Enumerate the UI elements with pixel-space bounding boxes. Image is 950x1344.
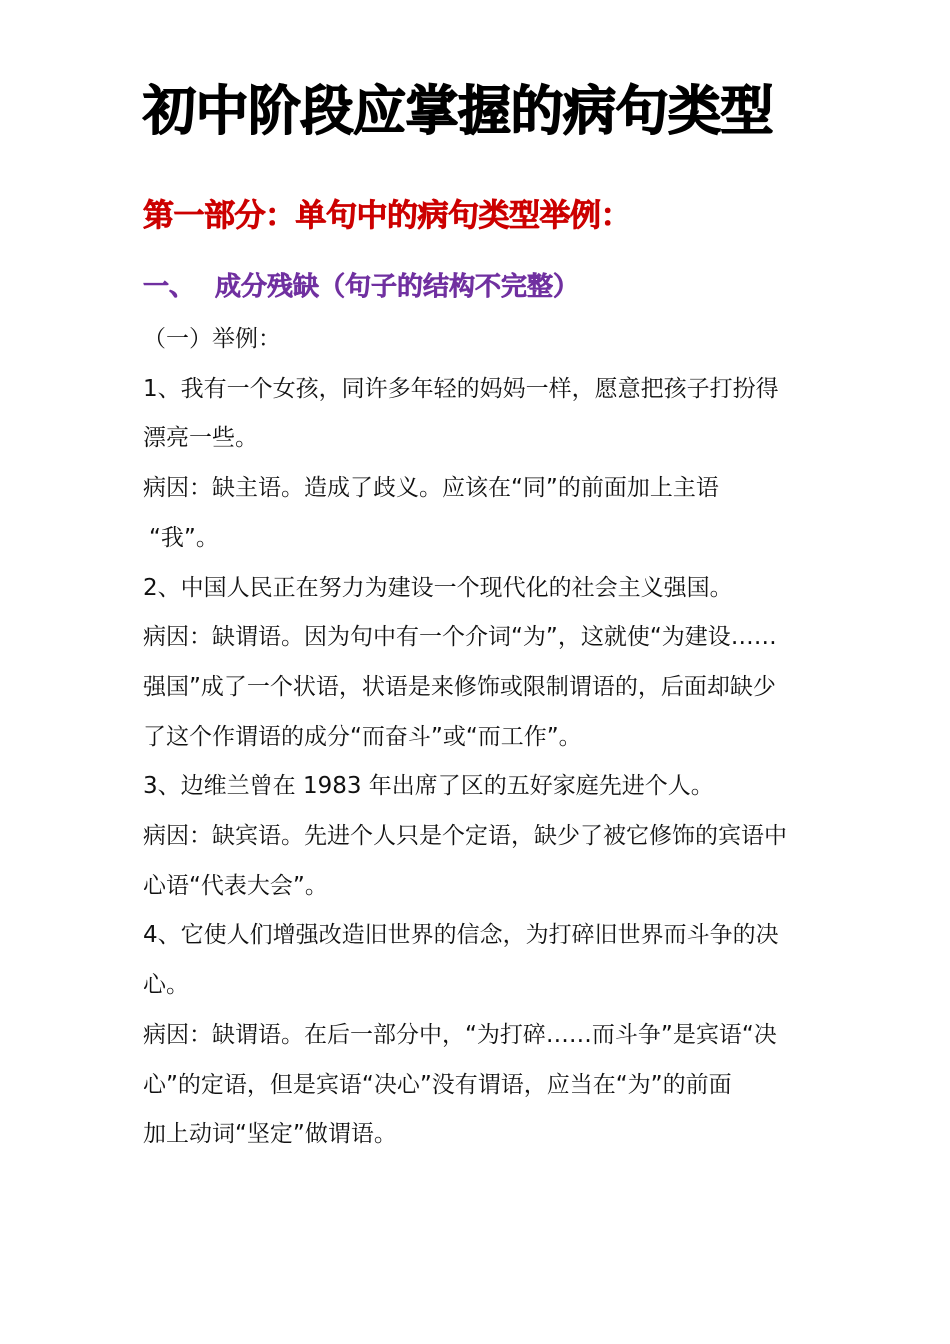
cause-1-line-2: “我”。 [149, 524, 219, 551]
cause-2-line-2: 强国”成了一个状语，状语是来修饰或限制谓语的，后面却缺少 [143, 673, 776, 700]
cause-4-line-1: 病因：缺谓语。在后一部分中，“为打碎……而斗争”是宾语“决 [143, 1021, 777, 1048]
example-label: （一）举例： [143, 326, 281, 352]
cause-3-line-1: 病因：缺宾语。先进个人只是个定语，缺少了被它修饰的宾语中 [143, 823, 787, 850]
section-number: 一、 [143, 272, 196, 302]
example-4-line-2: 心。 [143, 972, 189, 999]
cause-2-line-3: 了这个作谓语的成分“而奋斗”或“而工作”。 [143, 723, 582, 750]
cause-4-line-3: 加上动词“坚定”做谓语。 [143, 1121, 397, 1148]
example-4-line-1: 4、它使人们增强改造旧世界的信念，为打碎旧世界而斗争的决 [143, 922, 779, 949]
cause-3-line-2: 心语“代表大会”。 [143, 872, 328, 899]
example-2-line-1: 2、中国人民正在努力为建设一个现代化的社会主义强国。 [143, 574, 733, 601]
cause-1-line-1: 病因：缺主语。造成了歧义。应该在“同”的前面加上主语 [143, 475, 719, 502]
part-heading: 第一部分：单句中的病句类型举例： [143, 198, 631, 234]
example-1-line-1: 1、我有一个女孩，同许多年轻的妈妈一样，愿意把孩子打扮得 [143, 375, 779, 402]
section-heading [143, 264, 579, 310]
example-3-line-1: 3、边维兰曾在 1983 年出席了区的五好家庭先进个人。 [143, 773, 714, 800]
document-title: 初中阶段应掌握的病句类型 [143, 81, 773, 142]
body-text [143, 315, 823, 1160]
example-1-line-2: 漂亮一些。 [143, 425, 258, 452]
cause-4-line-2: 心”的定语，但是宾语“决心”没有谓语，应当在“为”的前面 [143, 1071, 732, 1098]
section-title: 成分残缺（句子的结构不完整） [215, 272, 580, 302]
cause-2-line-1: 病因：缺谓语。因为句中有一个介词“为”，这就使“为建设…… [143, 624, 777, 651]
